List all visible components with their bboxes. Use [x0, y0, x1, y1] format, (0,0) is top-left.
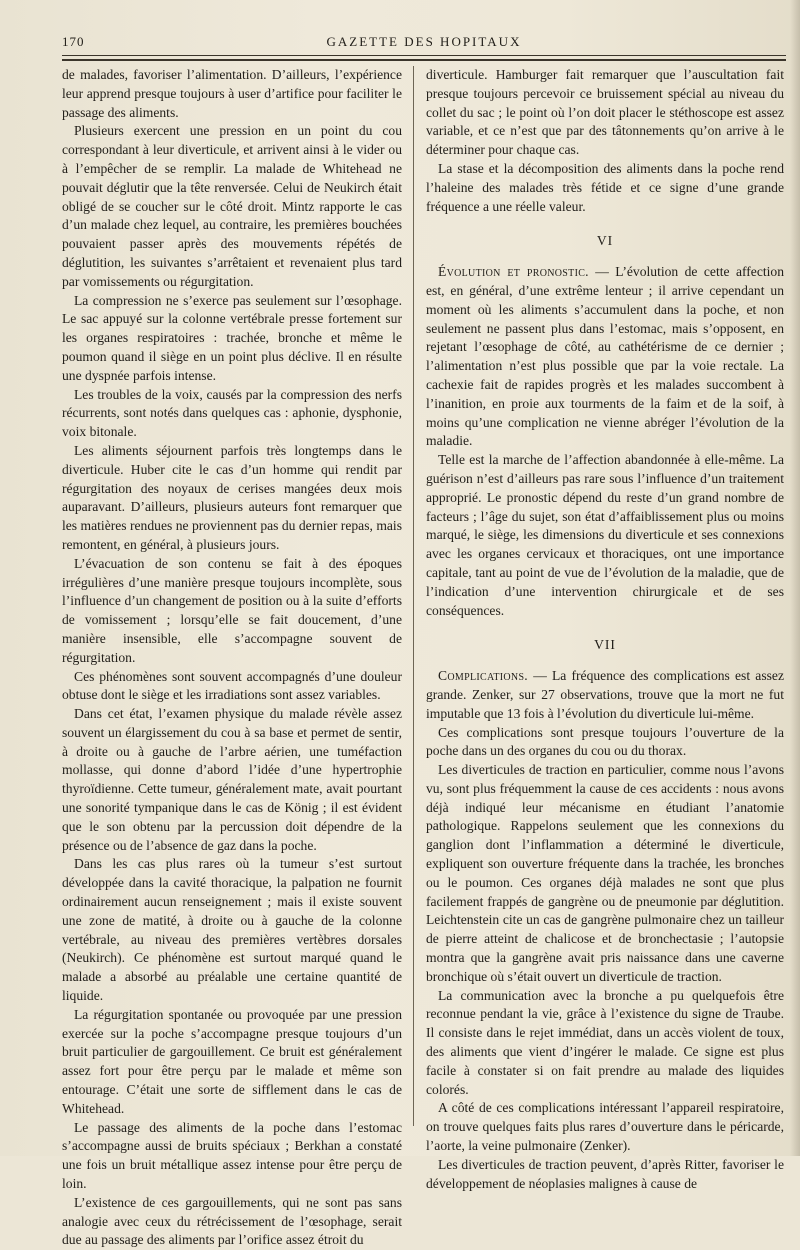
paragraph: de malades, favoriser l’alimentation. D’ailleurs, l’expérience leur apprend presque toujours à user d’artifice pour faciliter le passage des aliments. [62, 67, 402, 120]
page-spine-shadow [790, 0, 800, 1156]
paragraph: Ces phénomènes sont souvent accompagnés d’une douleur obtuse dont le siège et les irradiations sont assez variables. [62, 668, 402, 703]
paragraph: diverticule. Hamburger fait remarquer que l’auscultation fait presque toujours percevoir ce bruissement spécial au niveau du collet du sac ; le point où l’on doit placer le stéthoscope est assez variable, et ce n’est que par des tâtonnements qu’on arrive à le déterminer pour chaque cas. [426, 67, 784, 158]
section-lead-text: — La fréquence des complications est assez grande. Zenker, sur 27 observations, trouve que la mort ne fut imputable que 13 fois à l’évolution du diverticule lui-même. [426, 668, 784, 721]
paragraph: A côté de ces complications intéressant l’appareil respiratoire, on trouve quelques faits plus rares d’ouverture dans le péricarde, l’aorte, la veine pulmonaire (Zenker). [426, 1100, 784, 1154]
paragraph: La compression ne s’exerce pas seulement sur l’œsophage. Le sac appuyé sur la colonne vertébrale presse fortement sur les organes respiratoires : trachée, bronche et même le poumon quand il siège en un point plus déclive. Il en résulte une dyspnée parfois intense. [62, 292, 402, 383]
paragraph: Ces complications sont presque toujours l’ouverture de la poche dans un des organes du cou ou du thorax. [426, 724, 784, 759]
journal-title: GAZETTE DES HOPITAUX [326, 34, 522, 49]
section-lead-title: Complications. [438, 668, 529, 684]
section-lead-title: Évolution et pronostic. [438, 264, 589, 280]
paragraph: Telle est la marche de l’affection abandonnée à elle-même. La guérison n’est d’ailleurs pas rare sous l’influence d’un traitement approprié. Le pronostic dépend du reste d’un grand nombre de facteurs ; l’âge du sujet, son état d’affaiblissement plus ou moins marqué, le siège, les dimensions du diverticule et ses connexions avec les organes cervicaux et thoraciques, ont une importance capitale, tant au point de vue de l’évolution de la maladie, que de l’indication d’une intervention chirurgicale et de ses conséquences. [426, 452, 784, 618]
paragraph: La communication avec la bronche a pu quelquefois être reconnue pendant la vie, grâce à l’existence du signe de Traube. Il consiste dans le rejet immédiat, dans un accès violent de toux, des aliments que vient d’ingérer le malade. Ce signe est plus facile à constater si on fait prendre au malade des liquides colorés. [426, 987, 784, 1097]
paragraph: La stase et la décomposition des aliments dans la poche rend l’haleine des malades très fétide et ce signe d’une grande fréquence a une réelle valeur. [426, 160, 784, 214]
section-lead-paragraph [426, 667, 784, 723]
paragraph: La régurgitation spontanée ou provoquée par une pression exercée sur la poche s’accompagne presque toujours d’un bruit particulier de gargouillement. Ce bruit est généralement assez fort pour être perçu par le malade et même son entourage. C’était une sorte de sifflement dans le cas de Whitehead. [62, 1006, 402, 1116]
paragraph: Le passage des aliments de la poche dans l’estomac s’accompagne aussi de bruits spéciaux ; Berkhan a constaté une fois un bruit métallique assez intense pour être perçu de loin. [62, 1119, 402, 1192]
paragraph: L’évacuation de son contenu se fait à des époques irrégulières d’une manière presque toujours incomplète, sous l’influence d’un changement de position ou à la suite d’efforts de vomissement ; lorsqu’elle se fait doucement, d’une manière insensible, elle s’accompagne souvent de régurgitation. [62, 555, 402, 665]
paragraph: Plusieurs exercent une pression en un point du cou correspondant à leur diverticule, et arrivent ainsi à le vider ou à l’empêcher de se remplir. La malade de Whitehead ne pouvait déglutir que la tête renversée. Celui de Neukirch était obligé de se coucher sur le côté droit. Mintz rapporte le cas d’un malade chez lequel, au contraire, les premières bouchées pouvaient passer après des mouvements répétés de déglutition, les suivantes s’arrêtaient et revenaient plus tard par vomissements ou régurgitation. [62, 123, 402, 289]
section-heading-vii: VII [594, 637, 616, 653]
header-rule-thick [62, 59, 786, 61]
page-number: 170 [62, 34, 85, 49]
left-column [62, 66, 402, 1250]
paragraph: Les diverticules de traction peuvent, d’après Ritter, favoriser le développement de néoplasies malignes à cause de [426, 1156, 784, 1191]
paragraph: Les diverticules de traction en particulier, comme nous l’avons vu, sont plus fréquemment la cause de ces accidents : nous avons déjà indiqué leur mécanisme en étudiant l’anatomie pathologique. Rappelons seulement que les connexions du ganglion dont l’inflammation a déterminé le diverticule, expliquent son ouverture fréquente dans la trachée, les bronches ou le poumon. Ces organes déjà malades ne sont que plus facilement frappés de gangrène ou de pneumonie par déglutition. Leichtenstein cite un cas de gangrène pulmonaire chez un tailleur de pierre atteint de chalicose et de bronchectasie ; l’autopsie montra que la gangrène avait pris naissance dans une caverne bronchique où s’était ouvert un diverticule de traction. [426, 762, 784, 984]
paragraph: Dans les cas plus rares où la tumeur s’est surtout développée dans la cavité thoracique, la palpation ne fournit ordinairement aucun renseignement ; mais il existe souvent une zone de matité, à droite ou à gauche de la colonne vertébrale, au niveau des premières vertèbres dorsales (Neukirch). Ce phénomène est surtout marqué quand le malade a absorbé au préalable une certaine quantité de liquide. [62, 856, 402, 1004]
paragraph: Dans cet état, l’examen physique du malade révèle assez souvent un élargissement du cou à sa base et permet de sentir, à droite ou à gauche de l’arbre aérien, une tuméfaction mollasse, qui donne d’abord l’idée d’une hypertrophie thyroïdienne. Cette tumeur, généralement mate, avait pourtant une sonorité tympanique dans le cas de König ; il est évident que le son obtenu par la percussion doit dépendre de la présence ou de l’absence de gaz dans la poche. [62, 706, 402, 853]
right-column [426, 66, 784, 1193]
header-rule-thin [62, 55, 786, 56]
section-heading-vi: VI [596, 233, 614, 249]
running-header [62, 34, 786, 50]
section-lead-paragraph [426, 263, 784, 451]
section-lead-text: — L’évolution de cette affection est, en général, d’une extrême lenteur ; il arrive cependant un moment où les aliments s’accumulent dans la poche, et non seulement ne passent plus dans l’estomac, mais s’opposent, en rejetant l’œsophage de côté, au cathétérisme de ce dernier ; l’alimentation n’est plus possible que par la voie rectale. La cachexie fait de rapides progrès et les malades succombent à l’inanition, en proie aux tourments de la faim et de la soif, à moins qu’une complication ne vienne abréger l’évolution de la maladie. [426, 264, 784, 449]
paragraph: L’existence de ces gargouillements, qui ne sont pas sans analogie avec ceux du rétrécissement de l’œsophage, serait due au passage des aliments par l’orifice assez étroit du [62, 1194, 402, 1248]
column-divider [413, 66, 414, 1126]
paragraph: Les aliments séjournent parfois très longtemps dans le diverticule. Huber cite le cas d’un homme qui rendit par régurgitation des noyaux de cerises mangées deux mois auparavant. D’ailleurs, plusieurs auteurs font remarquer que les matières rendues ne proviennent pas du dernier repas, mais remontent, en général, à plusieurs jours. [62, 442, 402, 552]
paragraph: Les troubles de la voix, causés par la compression des nerfs récurrents, sont notés dans quelques cas : aphonie, dysphonie, voix bitonale. [62, 386, 402, 440]
